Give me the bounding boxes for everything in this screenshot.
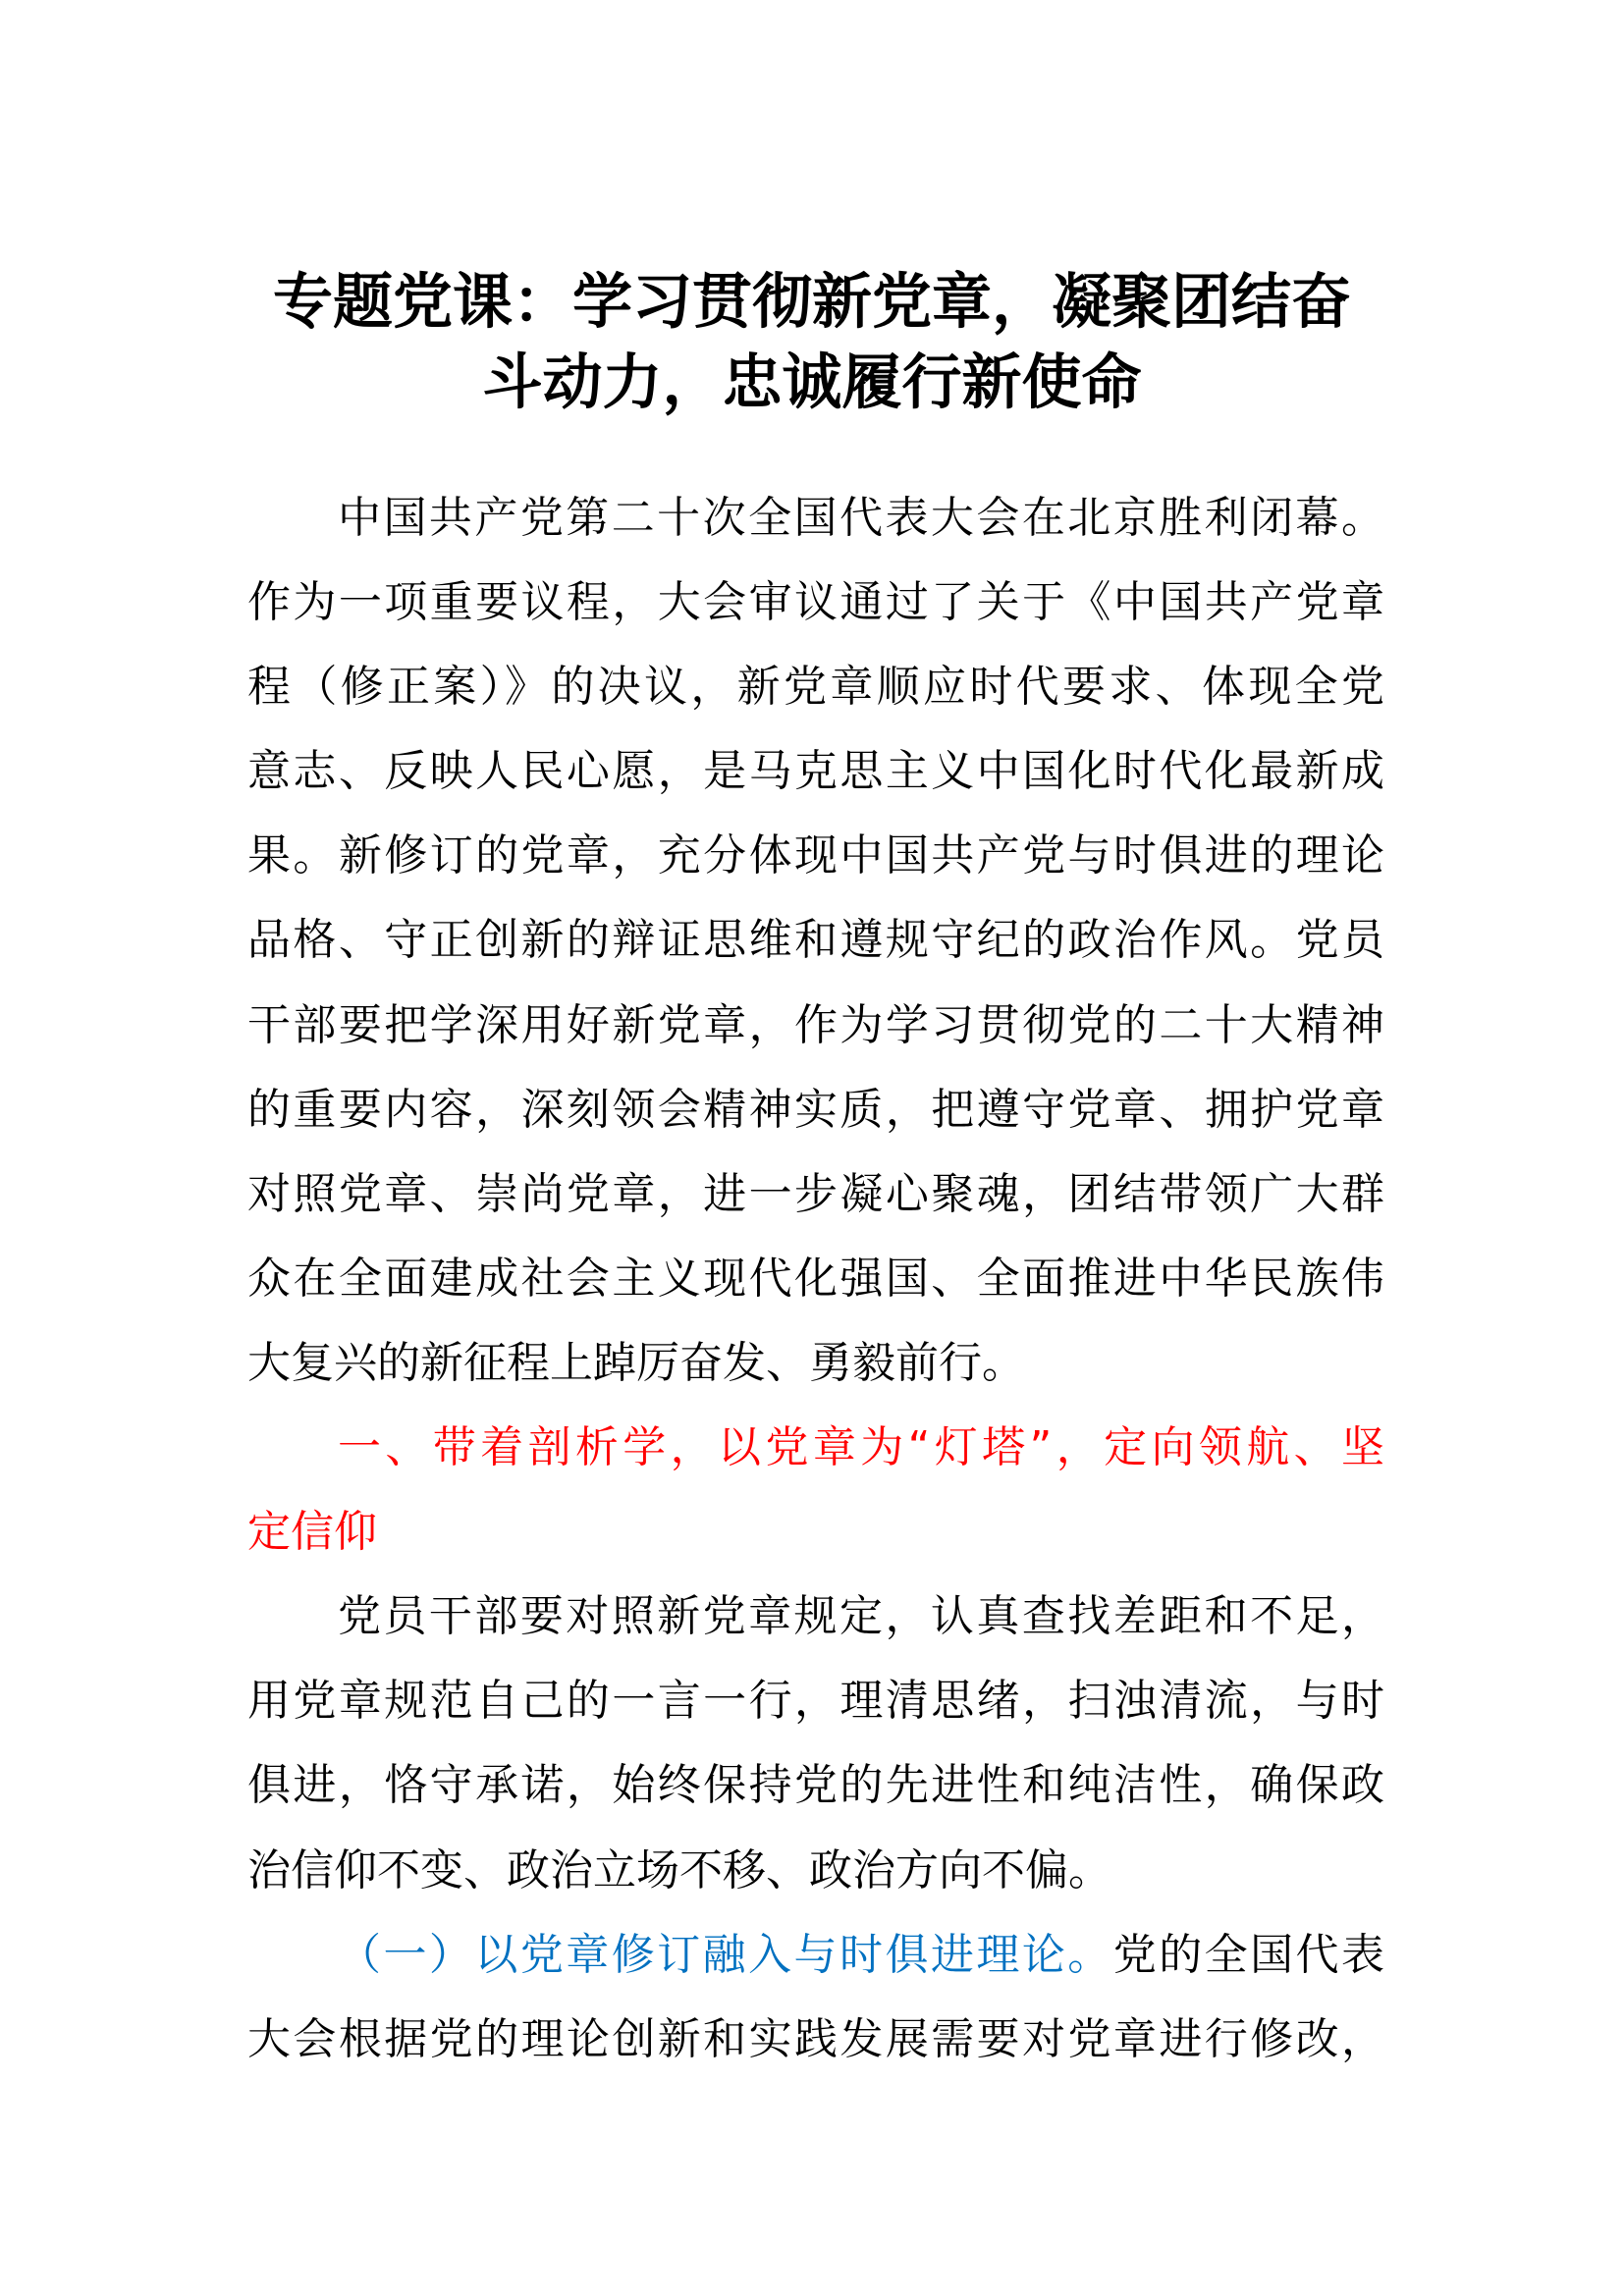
paragraph-line: 干部要把学深用好新党章，作为学习贯彻党的二十大精神 xyxy=(247,999,1384,1050)
paragraph-line: 程（修正案）》的决议，新党章顺应时代要求、体现全党 xyxy=(247,662,1384,713)
intro-paragraph xyxy=(247,476,1384,1406)
paragraph-line: 品格、守正创新的辩证思维和遵规守纪的政治作风。党员 xyxy=(247,915,1384,966)
subsection-heading: （一）以党章修订融入与时俱进理论。 xyxy=(338,1929,1113,1980)
title-line-1: 专题党课：学习贯彻新党章，凝聚团结奋 xyxy=(272,267,1351,337)
document-title xyxy=(196,262,1428,423)
paragraph-line: 治信仰不变、政治立场不移、政治方向不偏。 xyxy=(247,1844,1111,1896)
paragraph-line: 果。新修订的党章，充分体现中国共产党与时俱进的理论 xyxy=(247,830,1384,881)
section-heading-line: 一、带着剖析学，以党章为“灯塔”，定向领航、坚 xyxy=(338,1422,1384,1473)
paragraph-line: 大复兴的新征程上踔厉奋发、勇毅前行。 xyxy=(247,1337,1025,1388)
document-body xyxy=(247,476,1384,2082)
paragraph-line: 作为一项重要议程，大会审议通过了关于《中国共产党章 xyxy=(247,577,1384,628)
subsection-first-line xyxy=(247,1913,1384,1998)
paragraph-line: 对照党章、崇尚党章，进一步凝心聚魂，团结带领广大群 xyxy=(247,1168,1384,1219)
paragraph-line: 中国共产党第二十次全国代表大会在北京胜利闭幕。 xyxy=(338,493,1384,543)
section-heading-line: 定信仰 xyxy=(247,1507,377,1558)
section-paragraph xyxy=(247,1575,1384,1912)
subsection-text: 党的全国代表 xyxy=(1112,1929,1384,1980)
paragraph-line: 用党章规范自己的一言一行，理清思绪，扫浊清流，与时 xyxy=(247,1676,1384,1727)
paragraph-line: 意志、反映人民心愿，是马克思主义中国化时代化最新成 xyxy=(247,746,1384,797)
paragraph-line: 俱进，恪守承诺，始终保持党的先进性和纯洁性，确保政 xyxy=(247,1760,1384,1811)
paragraph-line: 的重要内容，深刻领会精神实质，把遵守党章、拥护党章 xyxy=(247,1084,1384,1135)
title-line-2: 斗动力，忠诚履行新使命 xyxy=(482,347,1142,417)
subsection-paragraph xyxy=(247,1913,1384,2082)
paragraph-line: 党员干部要对照新党章规定，认真查找差距和不足， xyxy=(338,1591,1384,1642)
paragraph-line: 大会根据党的理论创新和实践发展需要对党章进行修改， xyxy=(247,2013,1384,2064)
section-heading xyxy=(247,1406,1384,1575)
paragraph-line: 众在全面建成社会主义现代化强国、全面推进中华民族伟 xyxy=(247,1253,1384,1304)
